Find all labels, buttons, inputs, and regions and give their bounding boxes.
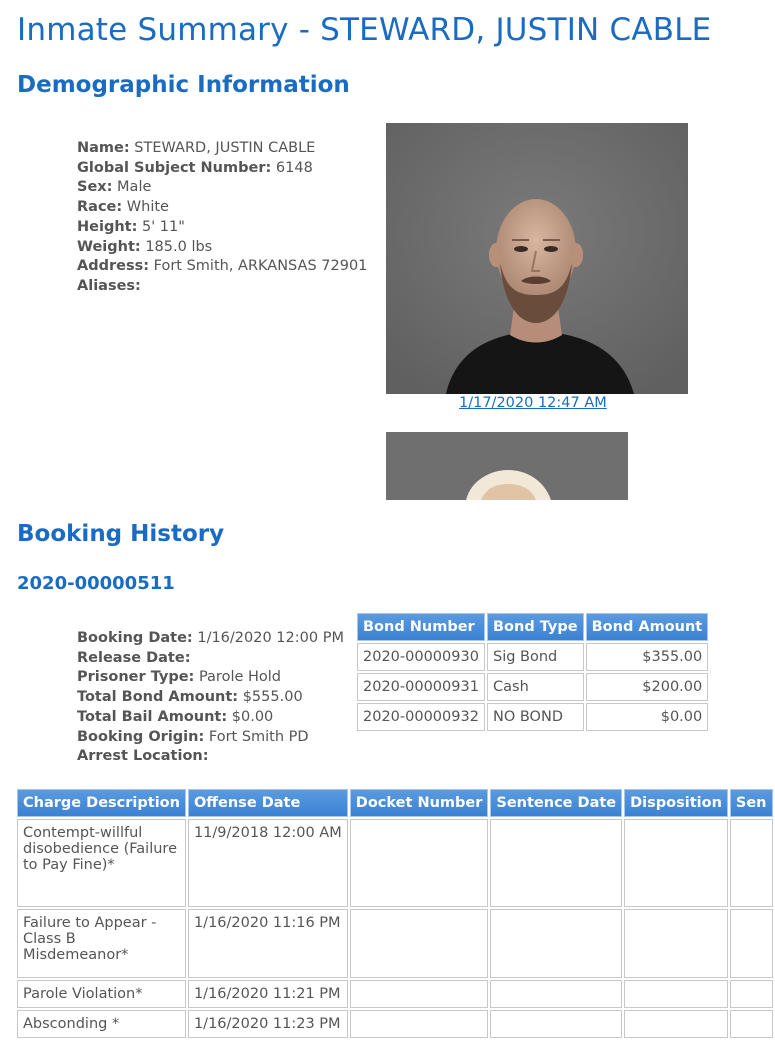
sex-row: Sex: Male <box>77 179 152 196</box>
docket-number-header: Docket Number <box>350 789 489 817</box>
height-row: Height: 5' 11" <box>77 218 185 235</box>
disposition-cell <box>624 1010 728 1038</box>
demographics-heading: Demographic Information <box>17 72 350 98</box>
prisoner-type-row: Prisoner Type: Parole Hold <box>77 669 282 686</box>
address-row: Address: Fort Smith, ARKANSAS 72901 <box>77 258 368 275</box>
photo-date-link[interactable]: 1/17/2020 12:47 AM <box>459 395 607 411</box>
page-title: Inmate Summary - STEWARD, JUSTIN CABLE <box>17 12 712 48</box>
release-date-row: Release Date: <box>77 649 191 666</box>
subject-number-row: Global Subject Number: 6148 <box>77 159 313 176</box>
total-bail-row: Total Bail Amount: $0.00 <box>77 708 274 725</box>
bond-type-cell: Cash <box>487 673 584 701</box>
bond-number-header: Bond Number <box>357 613 485 641</box>
docket-number-cell <box>350 1010 489 1038</box>
table-row <box>17 909 773 978</box>
name-row: Name: STEWARD, JUSTIN CABLE <box>77 140 316 156</box>
charge-description-cell: Failure to Appear - Class B Misdemeanor* <box>17 909 186 978</box>
race-row: Race: White <box>77 199 169 216</box>
total-bond-row: Total Bond Amount: $555.00 <box>77 689 303 706</box>
bond-type-cell: NO BOND <box>487 703 584 731</box>
sentence-date-cell <box>490 909 622 978</box>
booking-history-heading: Booking History <box>17 521 225 547</box>
docket-number-cell <box>350 980 489 1008</box>
charge-description-header: Charge Description <box>17 789 186 817</box>
bond-type-header: Bond Type <box>487 613 584 641</box>
docket-number-cell <box>350 819 489 907</box>
offense-date-cell: 1/16/2020 11:23 PM <box>188 1010 348 1038</box>
disposition-cell <box>624 909 728 978</box>
bond-amount-cell: $355.00 <box>586 643 709 671</box>
bond-number-cell: 2020-00000932 <box>357 703 485 731</box>
sentence-date-cell <box>490 819 622 907</box>
booking-origin-row: Booking Origin: Fort Smith PD <box>77 728 309 745</box>
bond-amount-cell: $200.00 <box>586 673 709 701</box>
offense-date-header: Offense Date <box>188 789 348 817</box>
table-row <box>357 703 708 731</box>
sentence-cell <box>730 980 773 1008</box>
sentence-header: Sen <box>730 789 773 817</box>
charge-description-cell: Contempt-willful disobedience (Failure to Pay Fine)* <box>17 819 186 907</box>
booking-number: 2020-00000511 <box>17 573 175 594</box>
mugshot-photo <box>386 123 688 394</box>
table-row <box>357 673 708 701</box>
table-row <box>17 819 773 907</box>
bond-number-cell: 2020-00000930 <box>357 643 485 671</box>
bond-header-row <box>357 613 708 641</box>
sentence-date-cell <box>490 1010 622 1038</box>
offense-date-cell: 11/9/2018 12:00 AM <box>188 819 348 907</box>
sentence-date-header: Sentence Date <box>490 789 622 817</box>
charges-table <box>15 787 775 1040</box>
disposition-header: Disposition <box>624 789 728 817</box>
charges-header-row <box>17 789 773 817</box>
sentence-cell <box>730 909 773 978</box>
charge-description-cell: Absconding * <box>17 1010 186 1038</box>
sentence-date-cell <box>490 980 622 1008</box>
bond-amount-cell: $0.00 <box>586 703 709 731</box>
charge-description-cell: Parole Violation* <box>17 980 186 1008</box>
bond-type-cell: Sig Bond <box>487 643 584 671</box>
docket-number-cell <box>350 909 489 978</box>
sentence-cell <box>730 819 773 907</box>
bond-amount-header: Bond Amount <box>586 613 709 641</box>
secondary-photo <box>386 432 628 500</box>
disposition-cell <box>624 819 728 907</box>
booking-info <box>77 629 344 767</box>
table-row <box>357 643 708 671</box>
offense-date-cell: 1/16/2020 11:16 PM <box>188 909 348 978</box>
offense-date-cell: 1/16/2020 11:21 PM <box>188 980 348 1008</box>
booking-date-row: Booking Date: 1/16/2020 12:00 PM <box>77 630 344 646</box>
weight-row: Weight: 185.0 lbs <box>77 238 213 255</box>
bond-number-cell: 2020-00000931 <box>357 673 485 701</box>
charges-viewport <box>0 787 767 1058</box>
sentence-cell <box>730 1010 773 1038</box>
table-row <box>17 980 773 1008</box>
demographics-info <box>77 139 367 297</box>
bond-table <box>355 611 710 733</box>
table-row <box>17 1010 773 1038</box>
disposition-cell <box>624 980 728 1008</box>
arrest-location-row: Arrest Location: <box>77 748 209 765</box>
aliases-row: Aliases: <box>77 277 141 294</box>
